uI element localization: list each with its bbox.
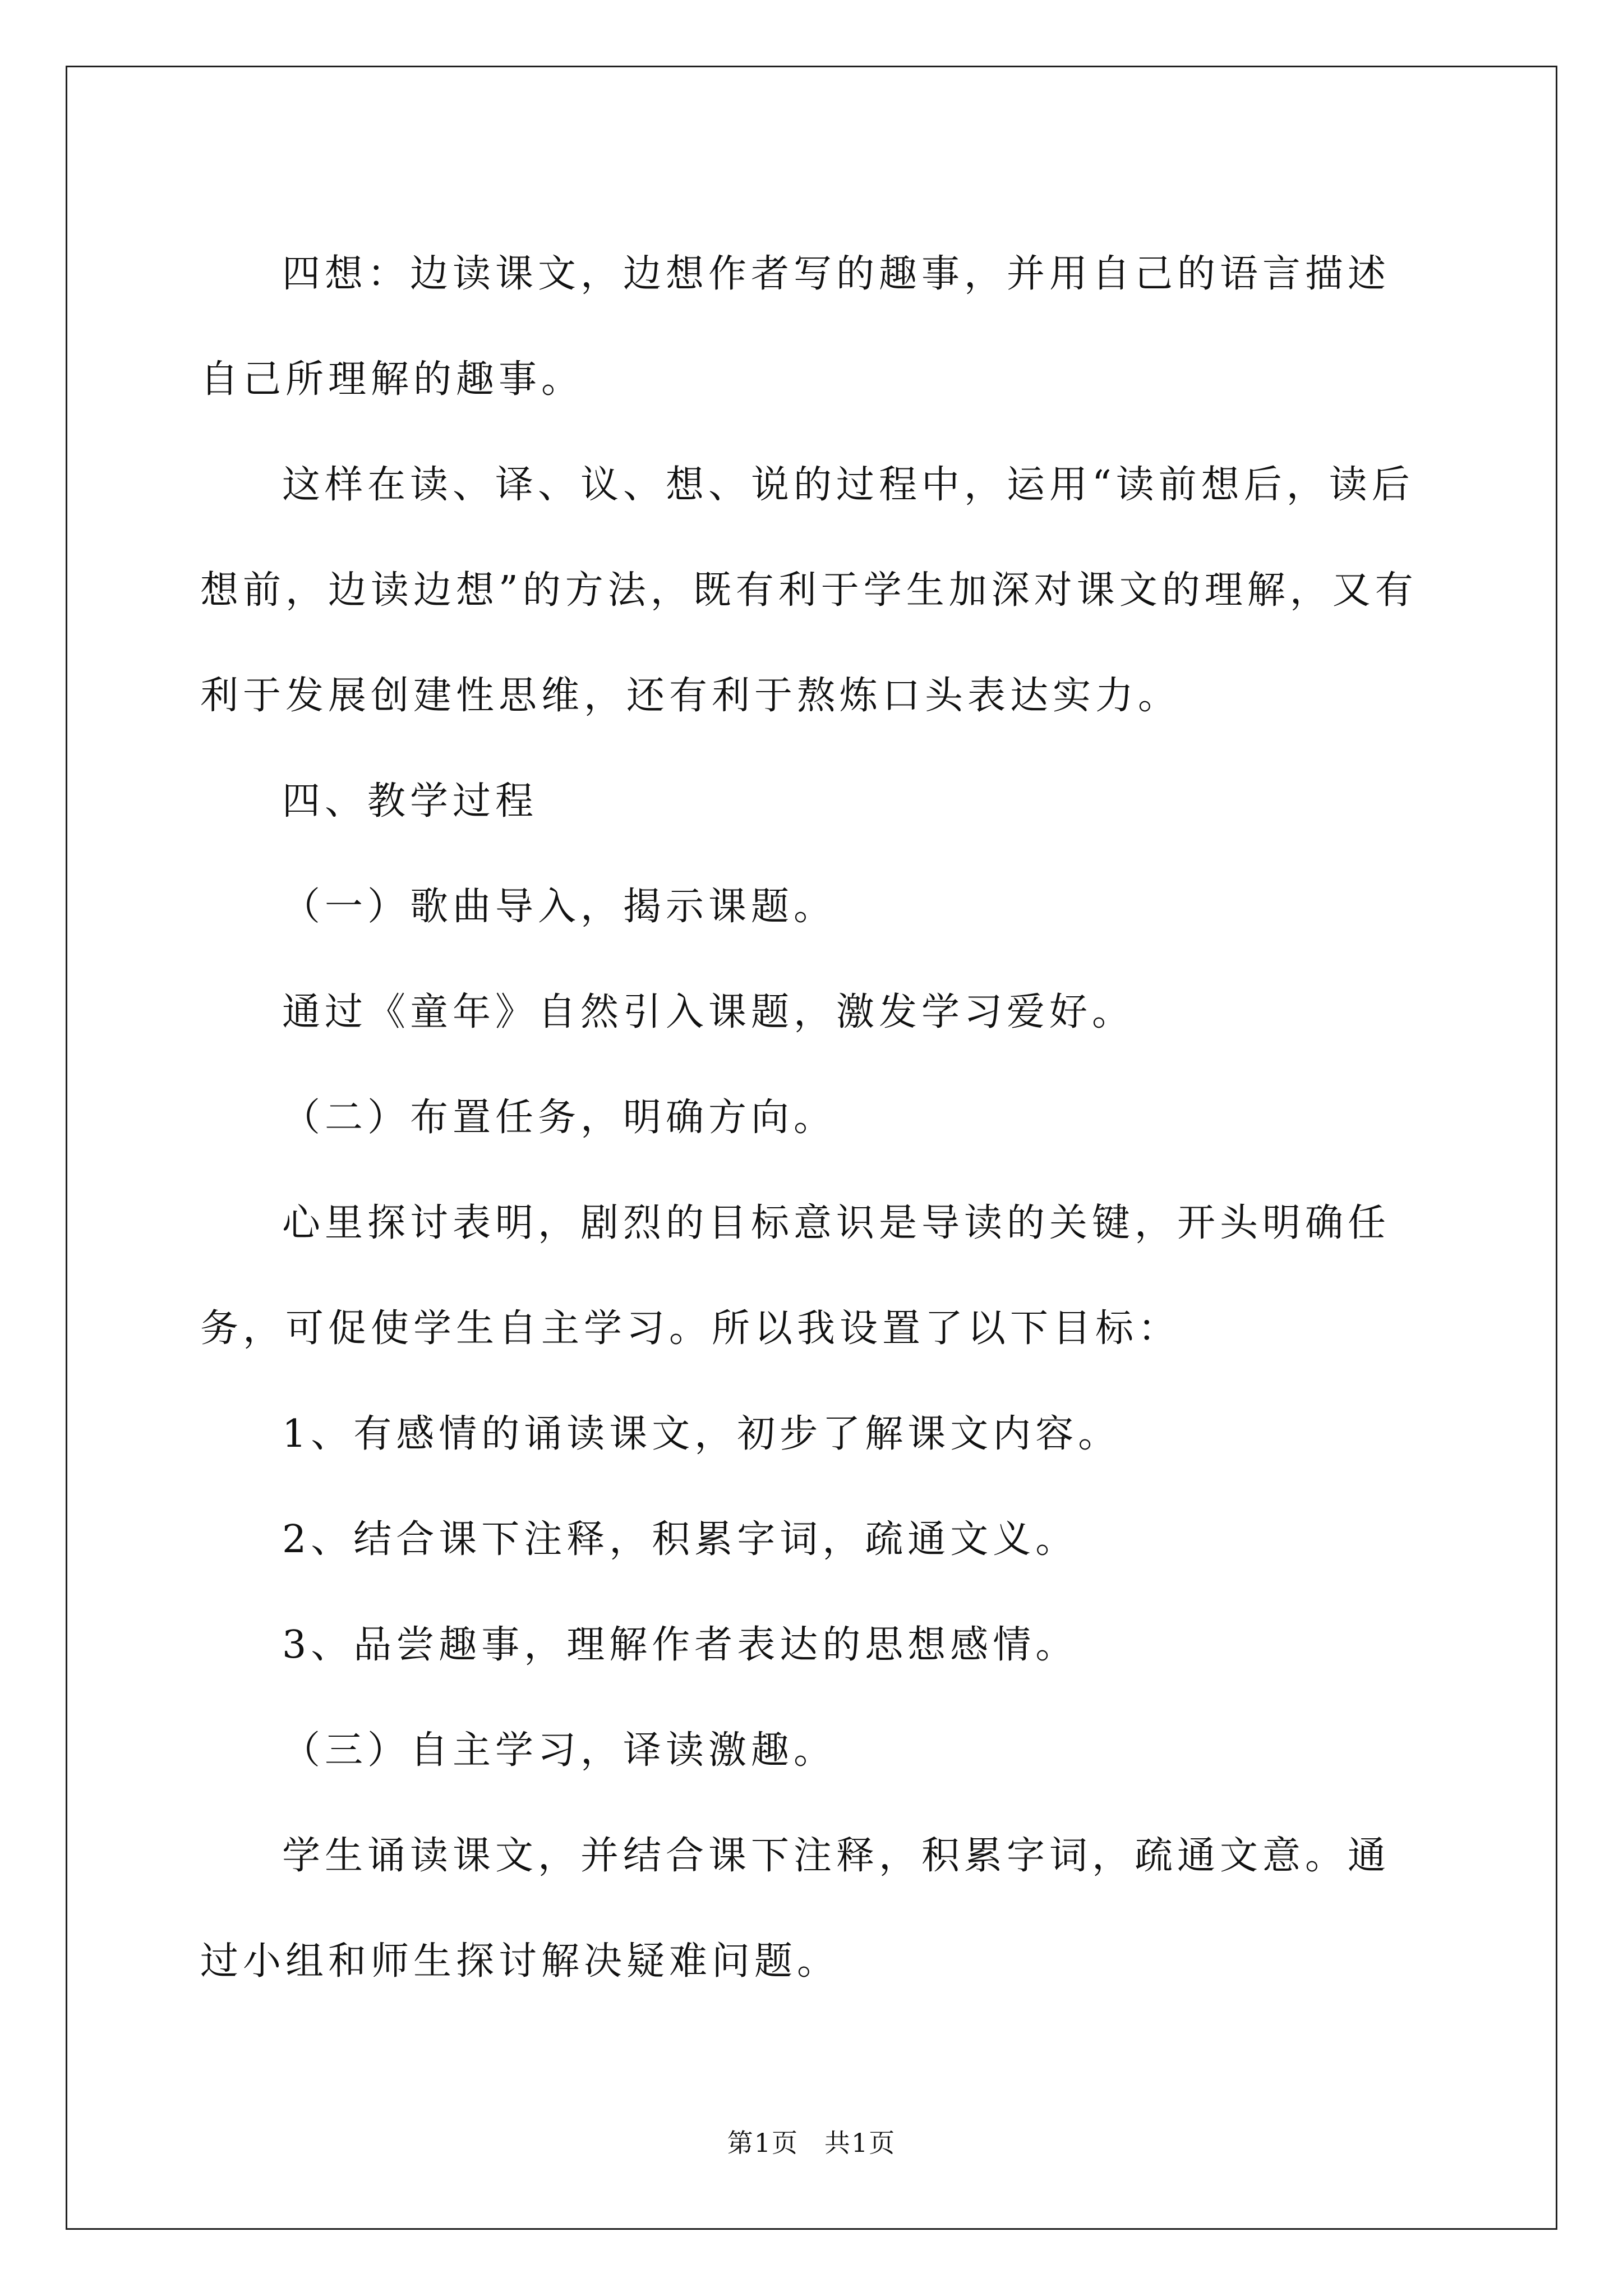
paragraph-song-intro: 通过《童年》自然引入课题，激发学习爱好。 — [282, 990, 1135, 1034]
paragraph-self-study: 学生诵读课文，并结合课下注释，积累字词，疏通文意。通过小组和师生探讨解决疑难问题。 — [200, 1834, 1391, 1984]
goal-item-2: 2、结合课下注释，积累字词，疏通文义。 — [282, 1517, 1078, 1562]
paragraph-goal-awareness: 心里探讨表明，剧烈的目标意识是导读的关键，开头明确任务，可促使学生自主学习。所以我设置了以下目标： — [200, 1201, 1391, 1351]
paragraph-siwang: 四想：边读课文，边想作者写的趣事，并用自己的语言描述自己所理解的趣事。 — [200, 252, 1391, 402]
page-number-current: 第1页 — [727, 2128, 799, 2158]
section-heading-teaching-process: 四、教学过程 — [282, 779, 538, 823]
goal-item-3: 3、品尝趣事，理解作者表达的思想感情。 — [282, 1623, 1078, 1667]
page-footer — [0, 2126, 1623, 2160]
subheading-self-study: （三）自主学习，译读激趣。 — [282, 1728, 837, 1773]
goal-item-1: 1、有感情的诵读课文，初步了解课文内容。 — [282, 1412, 1121, 1456]
document-body — [200, 222, 1428, 2014]
subheading-assign-tasks: （二）布置任务，明确方向。 — [282, 1096, 837, 1140]
paragraph-method-summary: 这样在读、译、议、想、说的过程中，运用“读前想后，读后想前，边读边想”的方法，既有利于学生加深对课文的理解，又有利于发展创建性思维，还有利于熬炼口头表达实力。 — [200, 463, 1418, 718]
subheading-song-intro: （一）歌曲导入，揭示课题。 — [282, 885, 837, 929]
page-number-total: 共1页 — [824, 2128, 896, 2158]
